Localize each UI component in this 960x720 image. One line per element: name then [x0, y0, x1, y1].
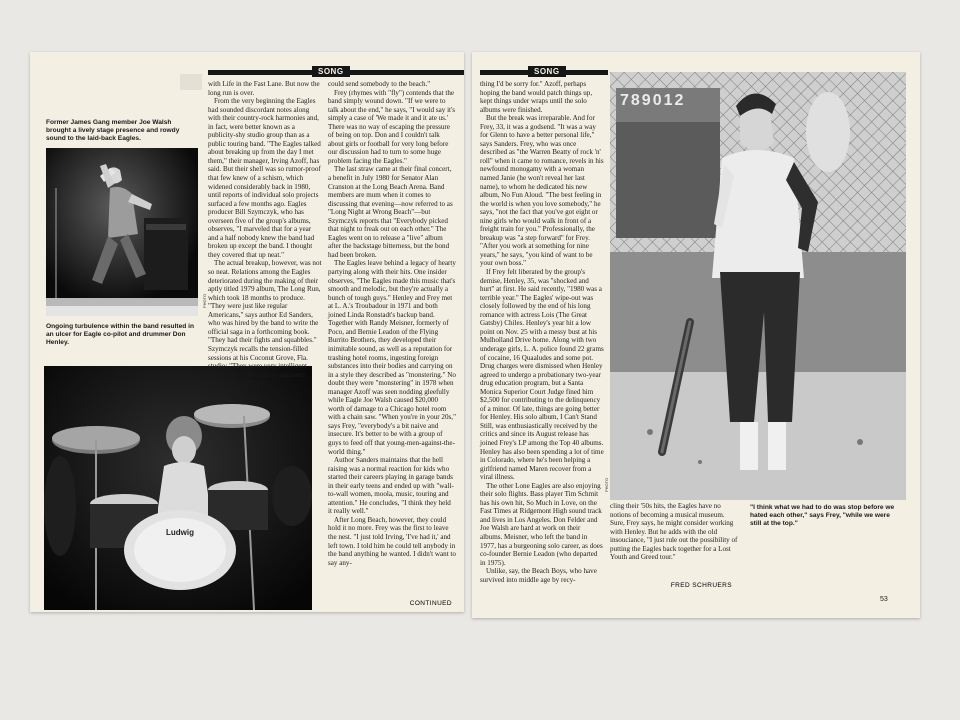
continued-label: CONTINUED	[409, 600, 452, 607]
paragraph: Frey (rhymes with "fly") contends that the band simply wound down. "If we were to talk about the end," he says, "I would say it's simply a case of 'We made it and it ate us.' There was no way of escaping the pressure of being on top. Don and I couldn't talk about girls or football for very long before our discussion had to turn to some huge problem facing the Eagles."	[328, 88, 456, 165]
photo-henley-image	[44, 366, 312, 610]
right-text-column-1	[480, 80, 604, 600]
paragraph: thing I'd be sorry for." Azoff, perhaps hoping the band would patch things up, kept things under wraps until the solo albums were finished.	[480, 80, 593, 114]
paragraph: The last straw came at their final concert, a benefit in July 1980 for Senator Alan Cranston at the Long Beach Arena. Band members are mum when it comes to discussing that evening—now referred to as "Long Night at Wrong Beach"—but Szymczyk reports that "Everybody picked that night to freak out on each other." The Eagles went on to release a "live" album after the backstage bitterness, but the bond had been broken.	[328, 165, 453, 259]
paragraph: cling their '50s hits, the Eagles have no notions of becoming a musical museum. Sure, Frey says, he might consider working with Henley. But he adds with the old insouciance, "I just rule out the possibility of putting the Eagles back together for a Lost Youth and Greed tour."	[610, 502, 738, 562]
bleed-through-mark	[180, 74, 202, 90]
right-magazine-page	[472, 52, 920, 618]
paragraph: But the break was irreparable. And for Frey, 33, it was a godsend. "It was a way for Glenn to have a better personal life," says Sanders. Frey, who was once described as "the Warren Beatty of rock 'n' roll" when it came to romance, revels in his newfound monogamy with a woman named Janie (he won't reveal her last name), to whom he dedicated his new album, No Fun Aloud. "The best feeling in the world is when you love somebody," he says, "not the fact that you've got eight or nine girls who would walk in front of a freight train for you." Professionally, the breakup was "a step forward" for Frey. "After you work at something for nine years," he says, "you kind of want to be your own boss."	[480, 114, 604, 268]
photo-glenn-frey	[610, 72, 906, 500]
section-tag: SONG	[528, 66, 566, 77]
paragraph: could send somebody to the beach."	[328, 80, 431, 88]
page-number: 53	[880, 596, 888, 603]
paragraph: The other Lone Eagles are also enjoying their solo flights. Bass player Tim Schmit has his own hit, So Much in Love, on the Fast Times at Ridgemont High sound track and lives in Los Angeles. Don Felder and Joe Walsh are hard at work on their albums. Meisner, who left the band in 1977, has a burgeoning solo career, as does co-founder Bernie Leadon (who departed in 1975).	[480, 481, 603, 567]
paragraph: The actual breakup, however, was not so neat. Relations among the Eagles deteriorated during the making of their aptly titled 1979 album, The Long Run, which took 18 months to produce. "They were just like regular Americans," says author Ed Sanders, who was hired by the band to write the official saga in a forthcoming book. "They had their fights and squabbles." Szymczyk recalls the tension-filled sessions at his Coconut Grove, Fla. studio: "They were very intelligent young men, and certain comments made here and there	[208, 259, 322, 388]
photo-caption-henley: Ongoing turbulence within the band resulted in an ulcer for Eagle co-pilot and drummer Don Henley.	[46, 323, 194, 346]
photo-joe-walsh	[46, 148, 198, 316]
section-tag: SONG	[312, 66, 350, 77]
right-text-column-2	[610, 502, 738, 582]
paragraph: Author Sanders maintains that the hell raising was a normal reaction for kids who started their careers playing in garage bands in their early teens and ended up with "wall-to-wall women, moola, music, touring and attention." He concludes, "I think they held it really well."	[328, 456, 454, 516]
left-text-column-2	[328, 80, 456, 602]
paragraph: If Frey felt liberated by the group's demise, Henley, 35, was "shocked and hurt" at first. He said recently, "1980 was a terrible year." The Eagles' wipe-out was closely followed by the end of his long romance with actress Lois (The Great Gatsby) Chiles. Henley's year hit a low point on Nov. 25 with a messy bust at his Mulholland Drive home. Along with two underage girls, L. A. police found 22 grams of cocaine, 16 Quaaludes and some pot. Drug charges were dismissed when Henley agreed to undergo a probationary two-year drug education program, but a Santa Monica Superior Court Judge fined him $2,500 for contributing to the delinquency of a minor. Of late, things are going better for Henley. His solo album, I Can't Stand Still, was enthusiastically received by the critics and since its August release has joined Frey's LP among the Top 40 albums. Henley has also been spending a lot of time in Colorado, where he's been helping a girlfriend named Maren recover from a viral illness.	[480, 268, 604, 482]
pull-quote: "I think what we had to do was stop before we hated each other," says Frey, "while we were still at the top."	[750, 504, 895, 527]
paragraph: The Eagles leave behind a legacy of hearty partying along with their hits. One insider observes, "The Eagles made this music that's smooth and melodic, but they're actually a bunch of tough guys." Henley and Frey met at L. A.'s Troubadour in 1971 and both joined Linda Ronstadt's backup band. Together with Randy Meisner, formerly of Poco, and Bernie Leadon of the Flying Burrito Brothers, they developed their inimitable sound, as well as a reputation for trashing hotel rooms, ingesting foreign substances into their bodies and carrying on in a style they described as "monstering." No doubt they were "monstering" in 1978 when manager Azoff was seen nodding gleefully while Eagle Joe Walsh caused $20,000 worth of damage to a Chicago hotel room with a chain saw. "When you're in your 20s," says Frey, "everybody's a bit naive and insecure. It's better to be with a group of guys to feed off that young-men-against-the-world thing."	[328, 259, 456, 456]
photo-credit-walsh: PHOTO	[202, 293, 207, 308]
photo-caption-walsh: Former James Gang member Joe Walsh brought a lively stage presence and rowdy sound to the laid-back Eagles.	[46, 119, 180, 142]
photo-credit-frey: PHOTO	[604, 477, 609, 492]
photo-frey-image	[610, 72, 906, 500]
drum-brand-logo: Ludwig	[166, 528, 194, 537]
paragraph: After Long Beach, however, they could hold it no more. Frey was the first to leave the nest. "I just told Irving, 'I've had it,' and left town. I told him he could tell anybody in the band anything he wanted. I didn't want to say any-	[328, 515, 456, 567]
paragraph: From the very beginning the Eagles had sounded discordant notes along with their country-rock harmonies and, in fact, were better known as a publicity-shy studio group than as a public touring band. "The Eagles talked about breaking up from the day I met them," their manager, Irving Azoff, has said. But their shell was so rumor-proof that few knew of a schism, which widened considerably back in 1980, until reports of individual solo projects surfaced a few months ago. Eagles producer Bill Szymczyk, who has overseen five of the group's albums, observes, "I marveled that for a year and a half nobody knew the band had broken up except the band. I thought they covered that up neat."	[208, 97, 321, 259]
paragraph: Unlike, say, the Beach Boys, who have survived into middle age by recy-	[480, 567, 597, 584]
photo-don-henley-drums	[44, 366, 312, 610]
left-magazine-page	[30, 52, 464, 612]
section-rule	[480, 67, 608, 76]
left-text-column-1	[208, 80, 322, 388]
section-rule	[208, 67, 464, 76]
byline: FRED SCHRUERS	[670, 582, 732, 589]
photo-walsh-image	[46, 148, 198, 316]
paragraph: with Life in the Fast Lane. But now the long run is over.	[208, 80, 320, 97]
scoreboard-digits: 789012	[620, 92, 686, 109]
